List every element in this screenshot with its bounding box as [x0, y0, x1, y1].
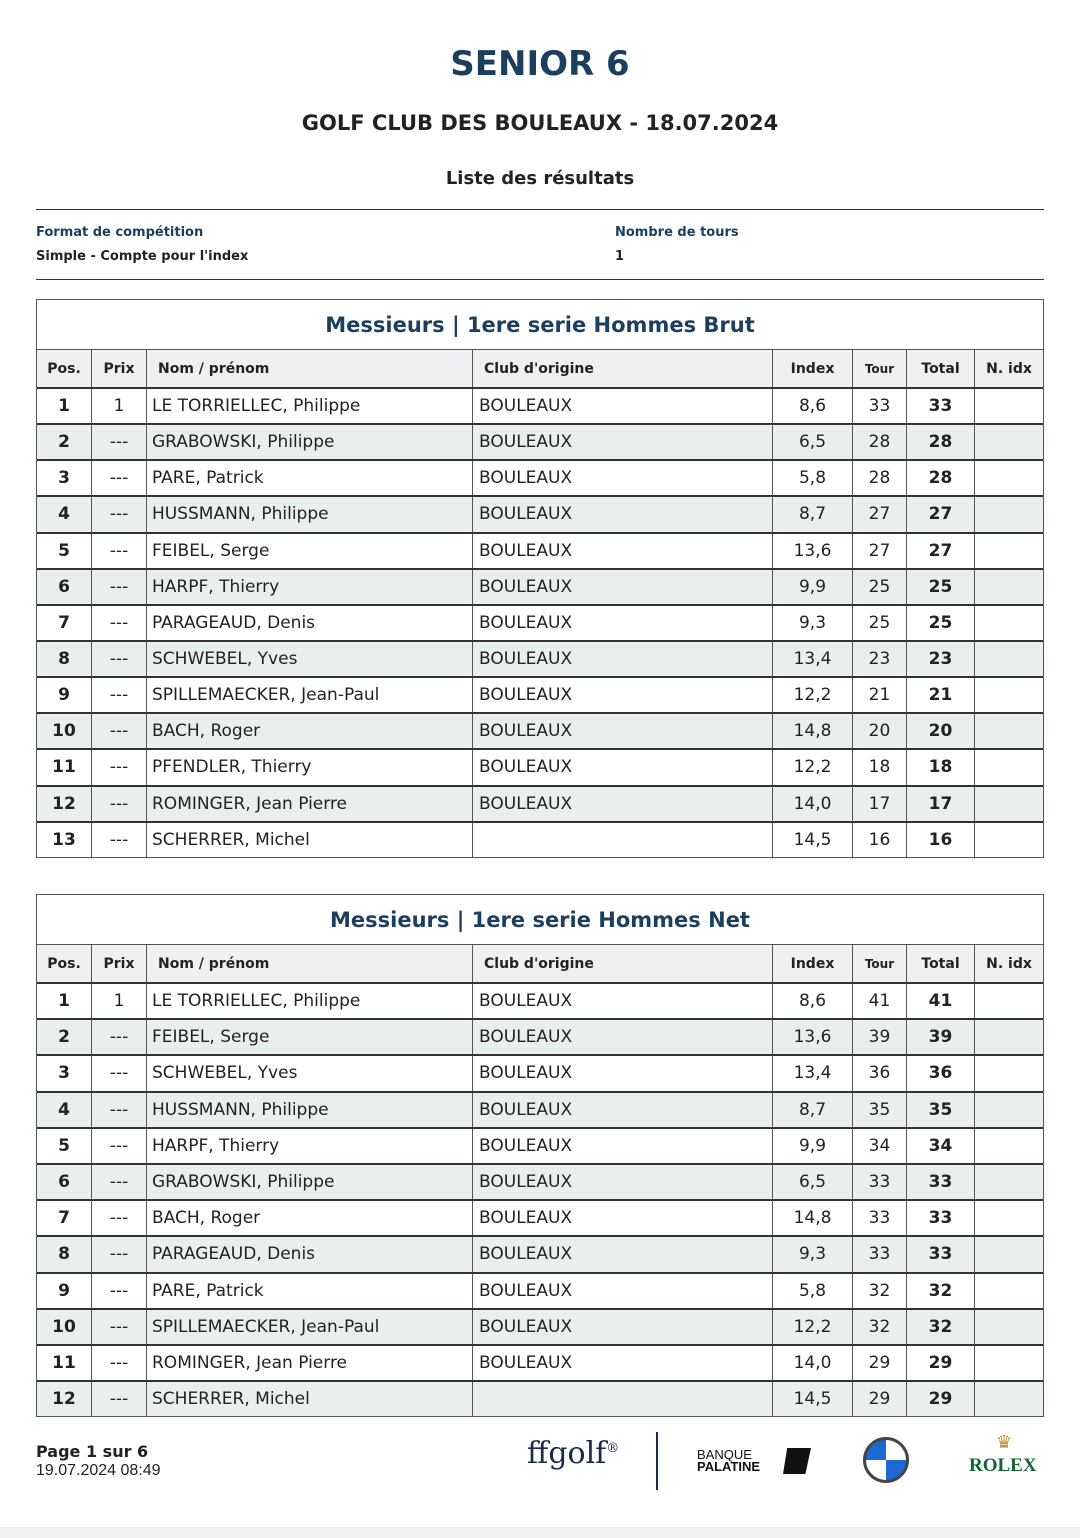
cell-name: FEIBEL, Serge	[146, 1020, 472, 1054]
cell-index: 14,5	[772, 1382, 852, 1416]
cell-total: 29	[906, 1346, 974, 1380]
cell-pos: 3	[58, 468, 70, 489]
table-row	[37, 1163, 1043, 1199]
cell-index: 5,8	[772, 1274, 852, 1308]
cell-pos: 1	[58, 991, 70, 1012]
table-row	[37, 459, 1043, 495]
cell-new-index	[974, 1020, 1043, 1054]
table-title: Messieurs | 1ere serie Hommes Net	[37, 895, 1043, 945]
cell-pos: 7	[58, 612, 70, 633]
cell-pos: 10	[52, 1316, 76, 1337]
cell-pos: 12	[52, 1389, 76, 1410]
cell-tour: 29	[852, 1346, 906, 1380]
cell-club: BOULEAUX	[472, 1129, 772, 1163]
cell-total: 25	[906, 570, 974, 604]
cell-total: 17	[906, 787, 974, 821]
cell-name: PARAGEAUD, Denis	[146, 606, 472, 640]
cell-total: 27	[906, 497, 974, 531]
cell-prix: ---	[91, 1093, 146, 1127]
cell-index: 8,7	[772, 497, 852, 531]
table-row	[37, 640, 1043, 676]
cell-club: BOULEAUX	[472, 1165, 772, 1199]
cell-new-index	[974, 823, 1043, 857]
cell-club: BOULEAUX	[472, 1093, 772, 1127]
cell-index: 12,2	[772, 678, 852, 712]
cell-index: 12,2	[772, 1310, 852, 1344]
cell-club: BOULEAUX	[472, 497, 772, 531]
cell-tour: 20	[852, 714, 906, 748]
rolex-crown-icon: ♛	[996, 1432, 1013, 1453]
cell-new-index	[974, 642, 1043, 676]
tours-value: 1	[615, 249, 625, 264]
cell-new-index	[974, 389, 1043, 423]
cell-new-index	[974, 714, 1043, 748]
cell-pos: 5	[58, 540, 70, 561]
cell-club: BOULEAUX	[472, 984, 772, 1018]
cell-pos: 9	[58, 685, 70, 706]
cell-prix: ---	[91, 1274, 146, 1308]
cell-total: 21	[906, 678, 974, 712]
cell-name: GRABOWSKI, Philippe	[146, 1165, 472, 1199]
cell-new-index	[974, 1165, 1043, 1199]
cell-club: BOULEAUX	[472, 1274, 772, 1308]
print-date: 19.07.2024 08:49	[36, 1462, 161, 1479]
column-header-name: Nom / prénom	[146, 350, 472, 387]
cell-club: BOULEAUX	[472, 642, 772, 676]
table-row	[37, 1127, 1043, 1163]
column-header-pos: Pos.	[47, 360, 81, 377]
cell-tour: 36	[852, 1056, 906, 1090]
cell-prix: ---	[91, 497, 146, 531]
cell-name: SCHERRER, Michel	[146, 823, 472, 857]
cell-total: 28	[906, 461, 974, 495]
cell-tour: 32	[852, 1310, 906, 1344]
cell-index: 6,5	[772, 425, 852, 459]
cell-index: 13,6	[772, 1020, 852, 1054]
cell-tour: 39	[852, 1020, 906, 1054]
cell-prix: ---	[91, 1346, 146, 1380]
cell-prix: ---	[91, 1382, 146, 1416]
cell-name: SPILLEMAECKER, Jean-Paul	[146, 678, 472, 712]
cell-club: BOULEAUX	[472, 1201, 772, 1235]
cell-prix: ---	[91, 714, 146, 748]
section-heading: Liste des résultats	[445, 168, 635, 189]
cell-total: 41	[906, 984, 974, 1018]
table-row	[37, 785, 1043, 821]
cell-name: ROMINGER, Jean Pierre	[146, 787, 472, 821]
cell-club: BOULEAUX	[472, 461, 772, 495]
cell-pos: 2	[58, 1027, 70, 1048]
cell-new-index	[974, 787, 1043, 821]
cell-pos: 9	[58, 1280, 70, 1301]
cell-index: 9,9	[772, 1129, 852, 1163]
cell-total: 32	[906, 1274, 974, 1308]
cell-total: 36	[906, 1056, 974, 1090]
cell-total: 33	[906, 1201, 974, 1235]
logo-divider	[656, 1432, 658, 1490]
cell-tour: 34	[852, 1129, 906, 1163]
cell-new-index	[974, 1201, 1043, 1235]
table-row	[37, 1235, 1043, 1271]
banque-palatine-logo: BANQUE PALATINE	[697, 1447, 761, 1474]
column-header-pos: Pos.	[47, 955, 81, 972]
cell-tour: 35	[852, 1093, 906, 1127]
cell-tour: 33	[852, 1201, 906, 1235]
cell-tour: 25	[852, 570, 906, 604]
cell-pos: 5	[58, 1135, 70, 1156]
ffgolf-logo: ffgolf®	[527, 1436, 620, 1471]
cell-index: 8,6	[772, 389, 852, 423]
table-header-row	[37, 350, 1043, 387]
table-row	[37, 1272, 1043, 1308]
cell-name: PARE, Patrick	[146, 1274, 472, 1308]
cell-index: 14,5	[772, 823, 852, 857]
cell-index: 14,8	[772, 714, 852, 748]
cell-tour: 33	[852, 1165, 906, 1199]
cell-club: BOULEAUX	[472, 570, 772, 604]
table-row	[37, 1308, 1043, 1344]
cell-name: ROMINGER, Jean Pierre	[146, 1346, 472, 1380]
cell-name: SCHWEBEL, Yves	[146, 642, 472, 676]
table-row	[37, 495, 1043, 531]
cell-tour: 21	[852, 678, 906, 712]
table-header-row	[37, 945, 1043, 982]
table-row	[37, 568, 1043, 604]
cell-prix: ---	[91, 1020, 146, 1054]
column-header-index: Index	[772, 945, 852, 982]
column-header-prix: Prix	[91, 945, 146, 982]
cell-prix: ---	[91, 461, 146, 495]
cell-name: PFENDLER, Thierry	[146, 750, 472, 784]
cell-tour: 16	[852, 823, 906, 857]
table-row	[37, 1091, 1043, 1127]
cell-pos: 3	[58, 1063, 70, 1084]
cell-name: BACH, Roger	[146, 1201, 472, 1235]
cell-prix: ---	[91, 606, 146, 640]
cell-name: PARAGEAUD, Denis	[146, 1237, 472, 1271]
cell-pos: 6	[58, 1172, 70, 1193]
cell-total: 23	[906, 642, 974, 676]
table-row	[37, 1018, 1043, 1054]
cell-pos: 12	[52, 793, 76, 814]
cell-index: 14,8	[772, 1201, 852, 1235]
cell-new-index	[974, 678, 1043, 712]
cell-prix: ---	[91, 1165, 146, 1199]
cell-pos: 7	[58, 1208, 70, 1229]
cell-prix: ---	[91, 823, 146, 857]
palatine-emblem-icon	[783, 1448, 811, 1474]
table-row	[37, 1054, 1043, 1090]
cell-club: BOULEAUX	[472, 1310, 772, 1344]
cell-name: SPILLEMAECKER, Jean-Paul	[146, 1310, 472, 1344]
cell-club: BOULEAUX	[472, 1056, 772, 1090]
cell-tour: 28	[852, 461, 906, 495]
cell-name: HARPF, Thierry	[146, 570, 472, 604]
cell-club: BOULEAUX	[472, 606, 772, 640]
cell-tour: 25	[852, 606, 906, 640]
cell-club: BOULEAUX	[472, 1237, 772, 1271]
table-row	[37, 1344, 1043, 1380]
table-row	[37, 1380, 1043, 1416]
cell-index: 9,3	[772, 606, 852, 640]
cell-tour: 41	[852, 984, 906, 1018]
divider	[36, 209, 1044, 210]
cell-prix: ---	[91, 750, 146, 784]
cell-name: HUSSMANN, Philippe	[146, 497, 472, 531]
cell-name: SCHERRER, Michel	[146, 1382, 472, 1416]
cell-prix: ---	[91, 425, 146, 459]
cell-new-index	[974, 1237, 1043, 1271]
cell-total: 20	[906, 714, 974, 748]
cell-new-index	[974, 570, 1043, 604]
cell-club: BOULEAUX	[472, 389, 772, 423]
column-header-new-index: N. idx	[974, 945, 1043, 982]
cell-name: HUSSMANN, Philippe	[146, 1093, 472, 1127]
column-header-tour: Tour	[852, 945, 906, 982]
column-header-total: Total	[906, 945, 974, 982]
results-table-net	[36, 894, 1044, 1417]
cell-prix: ---	[91, 1310, 146, 1344]
column-header-tour: Tour	[852, 350, 906, 387]
cell-club: BOULEAUX	[472, 750, 772, 784]
column-header-prix: Prix	[91, 350, 146, 387]
table-row	[37, 821, 1043, 857]
cell-pos: 8	[58, 1244, 70, 1265]
cell-tour: 27	[852, 534, 906, 568]
cell-total: 25	[906, 606, 974, 640]
cell-prix: ---	[91, 1129, 146, 1163]
cell-tour: 23	[852, 642, 906, 676]
table-title: Messieurs | 1ere serie Hommes Brut	[37, 300, 1043, 350]
cell-club: BOULEAUX	[472, 787, 772, 821]
bmw-logo	[863, 1437, 909, 1483]
page-bottom-bar	[0, 1527, 1080, 1538]
cell-index: 9,3	[772, 1237, 852, 1271]
cell-new-index	[974, 984, 1043, 1018]
cell-club	[472, 1382, 772, 1416]
column-header-name: Nom / prénom	[146, 945, 472, 982]
cell-new-index	[974, 497, 1043, 531]
cell-prix: ---	[91, 1056, 146, 1090]
table-row	[37, 423, 1043, 459]
cell-prix: ---	[91, 1237, 146, 1271]
column-header-total: Total	[906, 350, 974, 387]
cell-total: 27	[906, 534, 974, 568]
cell-name: SCHWEBEL, Yves	[146, 1056, 472, 1090]
cell-index: 8,6	[772, 984, 852, 1018]
cell-prix: ---	[91, 570, 146, 604]
cell-index: 8,7	[772, 1093, 852, 1127]
cell-club: BOULEAUX	[472, 425, 772, 459]
cell-total: 28	[906, 425, 974, 459]
page-title: SENIOR 6	[450, 44, 630, 84]
cell-new-index	[974, 606, 1043, 640]
cell-name: LE TORRIELLEC, Philippe	[146, 984, 472, 1018]
cell-new-index	[974, 1056, 1043, 1090]
format-label: Format de compétition	[36, 225, 204, 240]
cell-new-index	[974, 1346, 1043, 1380]
cell-total: 39	[906, 1020, 974, 1054]
cell-pos: 4	[58, 1099, 70, 1120]
table-row	[37, 532, 1043, 568]
cell-name: BACH, Roger	[146, 714, 472, 748]
cell-name: LE TORRIELLEC, Philippe	[146, 389, 472, 423]
table-row	[37, 712, 1043, 748]
cell-club: BOULEAUX	[472, 534, 772, 568]
divider	[36, 279, 1044, 280]
cell-index: 5,8	[772, 461, 852, 495]
column-header-club: Club d'origine	[472, 350, 772, 387]
cell-prix: 1	[91, 984, 146, 1018]
cell-pos: 11	[52, 1352, 76, 1373]
cell-name: GRABOWSKI, Philippe	[146, 425, 472, 459]
cell-pos: 4	[58, 504, 70, 525]
cell-pos: 10	[52, 721, 76, 742]
cell-tour: 29	[852, 1382, 906, 1416]
cell-total: 33	[906, 389, 974, 423]
table-row	[37, 1199, 1043, 1235]
cell-tour: 33	[852, 389, 906, 423]
results-table-brut	[36, 299, 1044, 858]
cell-index: 14,0	[772, 787, 852, 821]
cell-prix: ---	[91, 678, 146, 712]
cell-club: BOULEAUX	[472, 714, 772, 748]
cell-total: 29	[906, 1382, 974, 1416]
cell-total: 34	[906, 1129, 974, 1163]
cell-club	[472, 823, 772, 857]
cell-index: 6,5	[772, 1165, 852, 1199]
cell-index: 9,9	[772, 570, 852, 604]
cell-new-index	[974, 1382, 1043, 1416]
cell-tour: 18	[852, 750, 906, 784]
cell-club: BOULEAUX	[472, 1020, 772, 1054]
cell-pos: 8	[58, 649, 70, 670]
cell-name: HARPF, Thierry	[146, 1129, 472, 1163]
cell-pos: 1	[58, 396, 70, 417]
cell-name: FEIBEL, Serge	[146, 534, 472, 568]
cell-club: BOULEAUX	[472, 678, 772, 712]
page-subtitle: GOLF CLUB DES BOULEAUX - 18.07.2024	[301, 111, 779, 135]
cell-new-index	[974, 534, 1043, 568]
cell-new-index	[974, 425, 1043, 459]
cell-index: 13,6	[772, 534, 852, 568]
cell-pos: 13	[52, 829, 76, 850]
table-row	[37, 748, 1043, 784]
cell-tour: 27	[852, 497, 906, 531]
cell-prix: ---	[91, 642, 146, 676]
cell-total: 18	[906, 750, 974, 784]
cell-index: 12,2	[772, 750, 852, 784]
cell-new-index	[974, 1093, 1043, 1127]
page-number: Page 1 sur 6	[36, 1442, 149, 1461]
column-header-club: Club d'origine	[472, 945, 772, 982]
cell-index: 14,0	[772, 1346, 852, 1380]
table-row	[37, 604, 1043, 640]
cell-total: 33	[906, 1165, 974, 1199]
cell-pos: 11	[52, 757, 76, 778]
cell-name: PARE, Patrick	[146, 461, 472, 495]
cell-tour: 32	[852, 1274, 906, 1308]
cell-index: 13,4	[772, 1056, 852, 1090]
cell-index: 13,4	[772, 642, 852, 676]
format-value: Simple - Compte pour l'index	[36, 249, 249, 264]
cell-new-index	[974, 1129, 1043, 1163]
cell-club: BOULEAUX	[472, 1346, 772, 1380]
cell-total: 35	[906, 1093, 974, 1127]
cell-tour: 33	[852, 1237, 906, 1271]
cell-total: 33	[906, 1237, 974, 1271]
cell-prix: ---	[91, 534, 146, 568]
cell-total: 16	[906, 823, 974, 857]
cell-prix: ---	[91, 787, 146, 821]
cell-tour: 17	[852, 787, 906, 821]
column-header-index: Index	[772, 350, 852, 387]
column-header-new-index: N. idx	[974, 350, 1043, 387]
cell-total: 32	[906, 1310, 974, 1344]
cell-prix: 1	[91, 389, 146, 423]
cell-new-index	[974, 1274, 1043, 1308]
cell-prix: ---	[91, 1201, 146, 1235]
rolex-logo: ROLEX	[969, 1455, 1037, 1476]
cell-new-index	[974, 461, 1043, 495]
cell-pos: 2	[58, 432, 70, 453]
table-row	[37, 676, 1043, 712]
cell-pos: 6	[58, 576, 70, 597]
table-row	[37, 982, 1043, 1018]
tours-label: Nombre de tours	[615, 225, 739, 240]
cell-new-index	[974, 750, 1043, 784]
cell-new-index	[974, 1310, 1043, 1344]
cell-tour: 28	[852, 425, 906, 459]
table-row	[37, 387, 1043, 423]
